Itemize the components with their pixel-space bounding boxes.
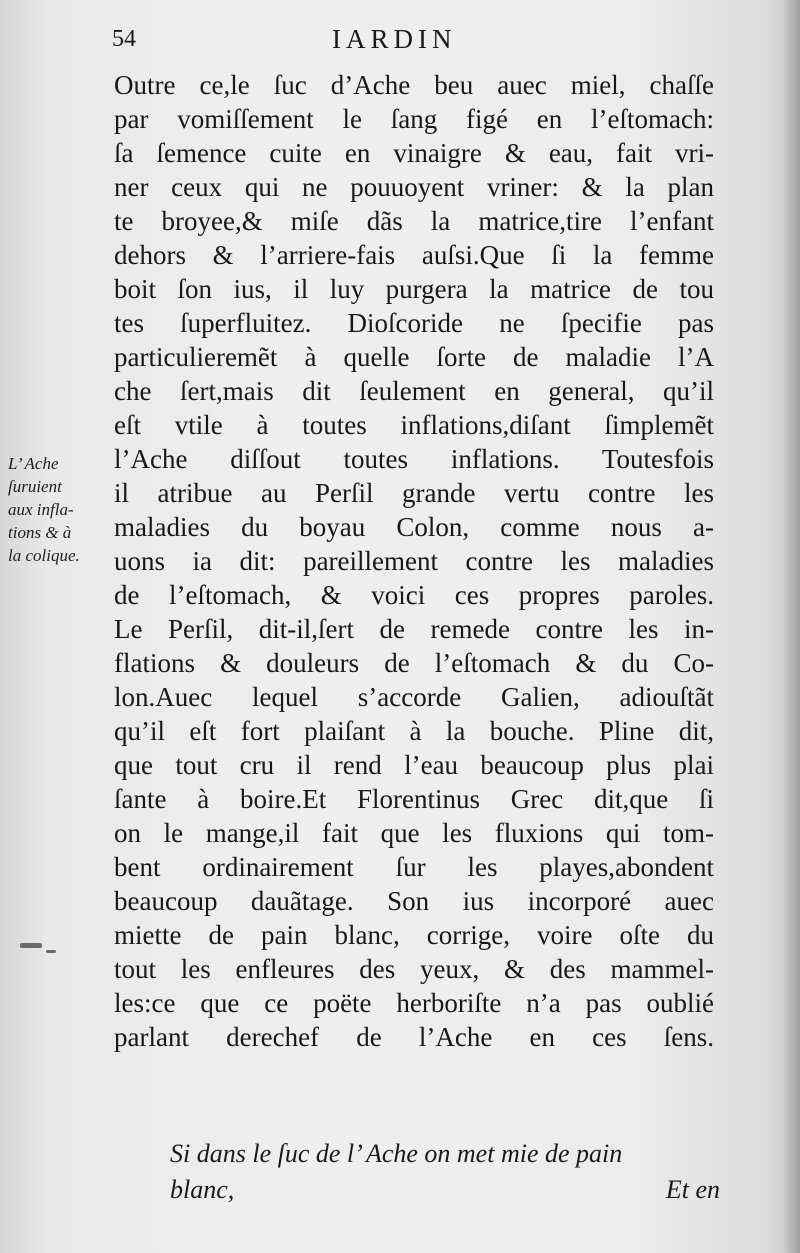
text-line: il atribue au Perſil grande vertu contre les bbox=[114, 478, 714, 508]
text-line: Outre ce,le ſuc d’Ache beu auec miel, chaſſe bbox=[114, 70, 714, 100]
text-line: maladies du boyau Colon, comme nous a- bbox=[114, 512, 714, 542]
text-line: tout les enfleures des yeux, & des mammel- bbox=[114, 954, 714, 984]
text-line: miette de pain blanc, corrige, voire oſte du bbox=[114, 920, 714, 950]
page-header bbox=[112, 24, 712, 58]
margin-note-line: aux infla- bbox=[8, 500, 74, 519]
gutter-shadow bbox=[782, 0, 800, 1253]
text-line: uons ia dit: pareillement contre les maladies bbox=[114, 546, 714, 576]
page-number: 54 bbox=[112, 26, 136, 52]
margin-note-line: ſuruient bbox=[8, 477, 62, 496]
text-line: beaucoup dauãtage. Son ius incorporé auec bbox=[114, 886, 714, 916]
text-line: qu’il eſt fort plaiſant à la bouche. Pline dit, bbox=[114, 716, 714, 746]
text-line: les:ce que ce poëte herboriſte n’a pas oublié bbox=[114, 988, 714, 1018]
text-line: tes ſuperfluitez. Dioſcoride ne ſpecifie pas bbox=[114, 308, 714, 338]
text-line: che ſert,mais dit ſeulement en general, qu’il bbox=[114, 376, 714, 406]
margin-note-line: la colique. bbox=[8, 546, 80, 565]
ink-speck bbox=[46, 950, 56, 953]
text-line: Le Perſil, dit-il,ſert de remede contre les in- bbox=[114, 614, 714, 644]
running-head: IARDIN bbox=[332, 24, 457, 54]
verse-line: Si dans le ſuc de l’ Ache on met mie de pain bbox=[170, 1139, 623, 1168]
verse-quotation bbox=[170, 1136, 720, 1208]
text-line: lon.Auec lequel s’accorde Galien, adiouſtãt bbox=[114, 682, 714, 712]
text-line: eſt vtile à toutes inflations,diſant ſimplemẽt bbox=[114, 410, 714, 440]
text-line: que tout cru il rend l’eau beaucoup plus plai bbox=[114, 750, 714, 780]
verse-line bbox=[170, 1172, 720, 1208]
catchword: Et en bbox=[665, 1175, 720, 1204]
verse-line-start: blanc, bbox=[170, 1175, 235, 1204]
text-line: particulieremẽt à quelle ſorte de maladie l’A bbox=[114, 342, 714, 372]
ink-speck bbox=[20, 943, 42, 948]
text-line: par vomiſſement le ſang figé en l’eſtomach: bbox=[114, 104, 714, 134]
text-line: ſa ſemence cuite en vinaigre & eau, fait vri- bbox=[114, 138, 714, 168]
text-line: de l’eſtomach, & voici ces propres paroles. bbox=[114, 580, 714, 610]
body-text bbox=[114, 68, 714, 1054]
text-line: te broyee,& miſe dãs la matrice,tire l’enfant bbox=[114, 206, 714, 236]
text-line: ſante à boire.Et Florentinus Grec dit,que ſi bbox=[114, 784, 714, 814]
text-line: l’Ache diſſout toutes inflations. Toutesfois bbox=[114, 444, 714, 474]
margin-note bbox=[8, 452, 108, 567]
text-line: ner ceux qui ne pouuoyent vriner: & la plan bbox=[114, 172, 714, 202]
text-line: bent ordinairement ſur les playes,abondent bbox=[114, 852, 714, 882]
text-line: boit ſon ius, il luy purgera la matrice de tou bbox=[114, 274, 714, 304]
margin-note-line: L’ Ache bbox=[8, 454, 59, 473]
margin-note-line: tions & à bbox=[8, 523, 72, 542]
text-line: dehors & l’arriere-fais auſsi.Que ſi la femme bbox=[114, 240, 714, 270]
text-line: parlant derechef de l’Ache en ces ſens. bbox=[114, 1022, 714, 1052]
text-line: flations & douleurs de l’eſtomach & du Co- bbox=[114, 648, 714, 678]
text-line: on le mange,il fait que les fluxions qui tom- bbox=[114, 818, 714, 848]
